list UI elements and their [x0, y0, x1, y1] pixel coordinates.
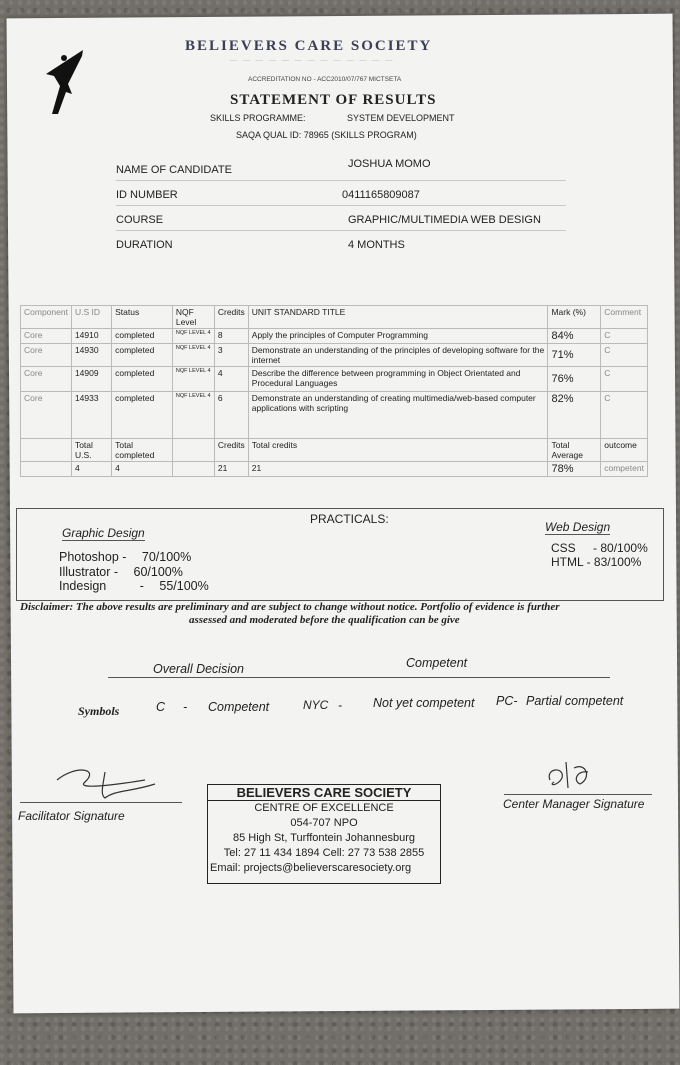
symbol-pc: PC-: [496, 694, 518, 708]
subject-score: 80/100%: [597, 541, 648, 555]
cell-nqf: NQF LEVEL 4: [172, 367, 214, 392]
col-header: Comment: [601, 306, 648, 329]
org-name: BELIEVERS CARE SOCIETY: [185, 38, 433, 54]
stamp-phone: Tel: 27 11 434 1894 Cell: 27 73 538 2855: [223, 847, 425, 859]
credits-label: Credits: [214, 439, 248, 462]
organisation-stamp: [207, 784, 441, 884]
subject-row: HTML - 83/100%: [551, 555, 642, 569]
saqa-qual-id: SAQA QUAL ID: 78965 (SKILLS PROGRAM): [236, 130, 417, 140]
subject-name: Illustrator: [59, 564, 111, 579]
skills-programme-label: SKILLS PROGRAMME:: [210, 113, 306, 123]
stamp-email: Email: projects@believerscaresociety.org: [210, 862, 412, 874]
practicals-heading: PRACTICALS:: [310, 512, 389, 526]
empty-cell: [172, 439, 214, 462]
id-number-value: 0411165809087: [342, 189, 420, 201]
outcome-label: outcome: [601, 439, 648, 462]
manager-signature-line: [504, 794, 652, 795]
results-table: [20, 305, 648, 477]
empty-cell: [172, 462, 214, 477]
symbol-pc-meaning: Partial competent: [526, 694, 624, 708]
disclaimer-line-2: assessed and moderated before the qualification can be give: [189, 614, 460, 626]
cell-us-id: 14909: [71, 367, 111, 392]
duration-value: 4 MONTHS: [348, 239, 405, 251]
cell-comment: C: [601, 367, 648, 392]
col-header: U.S ID: [71, 306, 111, 329]
cell-credits: 4: [214, 367, 248, 392]
cell-title: Describe the difference between programming in Object Orientated and Procedural Languages: [248, 367, 548, 392]
total-credits-value: 21: [248, 462, 548, 477]
web-design-heading: Web Design: [545, 520, 611, 534]
table-row: [21, 392, 648, 439]
cell-nqf: NQF LEVEL 4: [172, 329, 214, 344]
faint-watermark-text: — — — — — — — — — — — — —: [230, 57, 395, 64]
cell-status: completed: [112, 329, 173, 344]
symbol-c: C: [156, 700, 166, 714]
symbol-nyc: NYC: [303, 698, 329, 712]
stamp-org-name: BELIEVERS CARE SOCIETY: [208, 785, 440, 801]
cell-nqf: NQF LEVEL 4: [172, 392, 214, 439]
cell-component: Core: [21, 329, 72, 344]
accreditation-number: ACCREDITATION NO - ACC2010/07/767 MICTSETA: [248, 76, 402, 83]
duration-row: [116, 237, 566, 255]
total-us-label: Total U.S.: [71, 439, 111, 462]
total-credits-label: Total credits: [248, 439, 548, 462]
candidate-name-label: NAME OF CANDIDATE: [116, 164, 232, 176]
overall-decision-value: Competent: [406, 656, 468, 670]
empty-cell: [21, 462, 72, 477]
symbol-c-dash: -: [183, 700, 188, 714]
subject-name: HTML: [551, 555, 584, 569]
subject-score: 83/100%: [590, 555, 642, 569]
total-us-value: 4: [71, 462, 111, 477]
subject-row: Photoshop - 70/100%: [59, 550, 192, 564]
subject-score: 60/100%: [133, 564, 183, 579]
col-header: Mark (%): [548, 306, 601, 329]
col-header: Credits: [214, 306, 248, 329]
cell-mark: 76%: [548, 367, 601, 392]
manager-signature-icon: [540, 758, 600, 794]
table-row: [21, 344, 648, 367]
cell-status: completed: [112, 344, 173, 367]
candidate-name-row: [116, 158, 566, 181]
subject-row: Illustrator - 60/100%: [59, 564, 183, 579]
subject-row: CSS - 80/100%: [551, 541, 648, 555]
subject-row: Indesign - 55/100%: [59, 579, 209, 593]
cell-comment: C: [601, 329, 648, 344]
col-header: NQF Level: [172, 306, 214, 329]
cell-credits: 8: [214, 329, 248, 344]
cell-mark: 71%: [548, 344, 601, 367]
document-title: STATEMENT OF RESULTS: [230, 92, 437, 108]
cell-mark: 82%: [548, 392, 601, 439]
decision-underline: [108, 677, 610, 678]
cell-us-id: 14930: [71, 344, 111, 367]
graphic-subjects: [59, 550, 209, 594]
subject-score: 55/100%: [159, 579, 209, 593]
duration-label: DURATION: [116, 239, 173, 251]
candidate-name-value: JOSHUA MOMO: [348, 158, 431, 170]
cell-mark: 84%: [548, 329, 601, 344]
table-header-row: [21, 306, 648, 329]
id-number-label: ID NUMBER: [116, 189, 178, 201]
cell-status: completed: [112, 367, 173, 392]
id-number-row: [116, 187, 566, 206]
total-average-value: 78%: [548, 462, 601, 477]
outcome-value: competent: [601, 462, 648, 477]
course-value: GRAPHIC/MULTIMEDIA WEB DESIGN: [348, 214, 541, 226]
facilitator-signature-label: Facilitator Signature: [18, 809, 125, 823]
cell-title: Demonstrate an understanding of the principles of developing software for the internet: [248, 344, 548, 367]
cell-comment: C: [601, 344, 648, 367]
cell-title: Apply the principles of Computer Programming: [248, 329, 548, 344]
skills-programme-value: SYSTEM DEVELOPMENT: [347, 113, 455, 123]
course-label: COURSE: [116, 214, 164, 226]
symbols-label: Symbols: [78, 704, 120, 718]
credits-value: 21: [214, 462, 248, 477]
totals-header-row: [21, 439, 648, 462]
cell-component: Core: [21, 367, 72, 392]
cell-component: Core: [21, 344, 72, 367]
stamp-npo: 054-707 NPO: [290, 817, 358, 829]
cell-status: completed: [112, 392, 173, 439]
cell-credits: 3: [214, 344, 248, 367]
cell-us-id: 14933: [71, 392, 111, 439]
stamp-address: 85 High St, Turffontein Johannesburg: [232, 832, 416, 844]
total-completed-value: 4: [112, 462, 173, 477]
web-subjects: [551, 541, 648, 569]
figure-logo-icon: [38, 48, 98, 118]
subject-name: Photoshop: [59, 550, 119, 564]
cell-nqf: NQF LEVEL 4: [172, 344, 214, 367]
stamp-subtitle: CENTRE OF EXCELLENCE: [254, 802, 394, 814]
cell-comment: C: [601, 392, 648, 439]
subject-name: CSS: [551, 541, 576, 555]
graphic-design-heading: Graphic Design: [62, 526, 145, 540]
col-header: Status: [112, 306, 173, 329]
cell-component: Core: [21, 392, 72, 439]
total-completed-label: Total completed: [112, 439, 173, 462]
facilitator-signature-icon: [45, 760, 165, 805]
cell-us-id: 14910: [71, 329, 111, 344]
symbol-nyc-dash: -: [338, 698, 342, 712]
subject-score: 70/100%: [141, 550, 192, 564]
symbol-c-meaning: Competent: [208, 700, 270, 714]
empty-cell: [21, 439, 72, 462]
total-average-label: Total Average: [548, 439, 601, 462]
subject-name: Indesign: [59, 579, 107, 593]
symbol-nyc-meaning: Not yet competent: [373, 696, 475, 710]
totals-value-row: [21, 462, 648, 477]
manager-signature-label: Center Manager Signature: [503, 797, 645, 811]
overall-decision-label: Overall Decision: [153, 662, 245, 676]
cell-title: Demonstrate an understanding of creating multimedia/web-based computer applications with scripting: [248, 392, 548, 439]
disclaimer-line-1: Disclaimer: The above results are preliminary and are subject to change without notice. Portfolio of evidence is further: [20, 601, 560, 613]
table-row: [21, 329, 648, 344]
facilitator-signature-line: [20, 802, 182, 803]
course-row: [116, 212, 566, 231]
table-row: [21, 367, 648, 392]
col-header: Component: [21, 306, 72, 329]
cell-credits: 6: [214, 392, 248, 439]
col-header: UNIT STANDARD TITLE: [248, 306, 548, 329]
